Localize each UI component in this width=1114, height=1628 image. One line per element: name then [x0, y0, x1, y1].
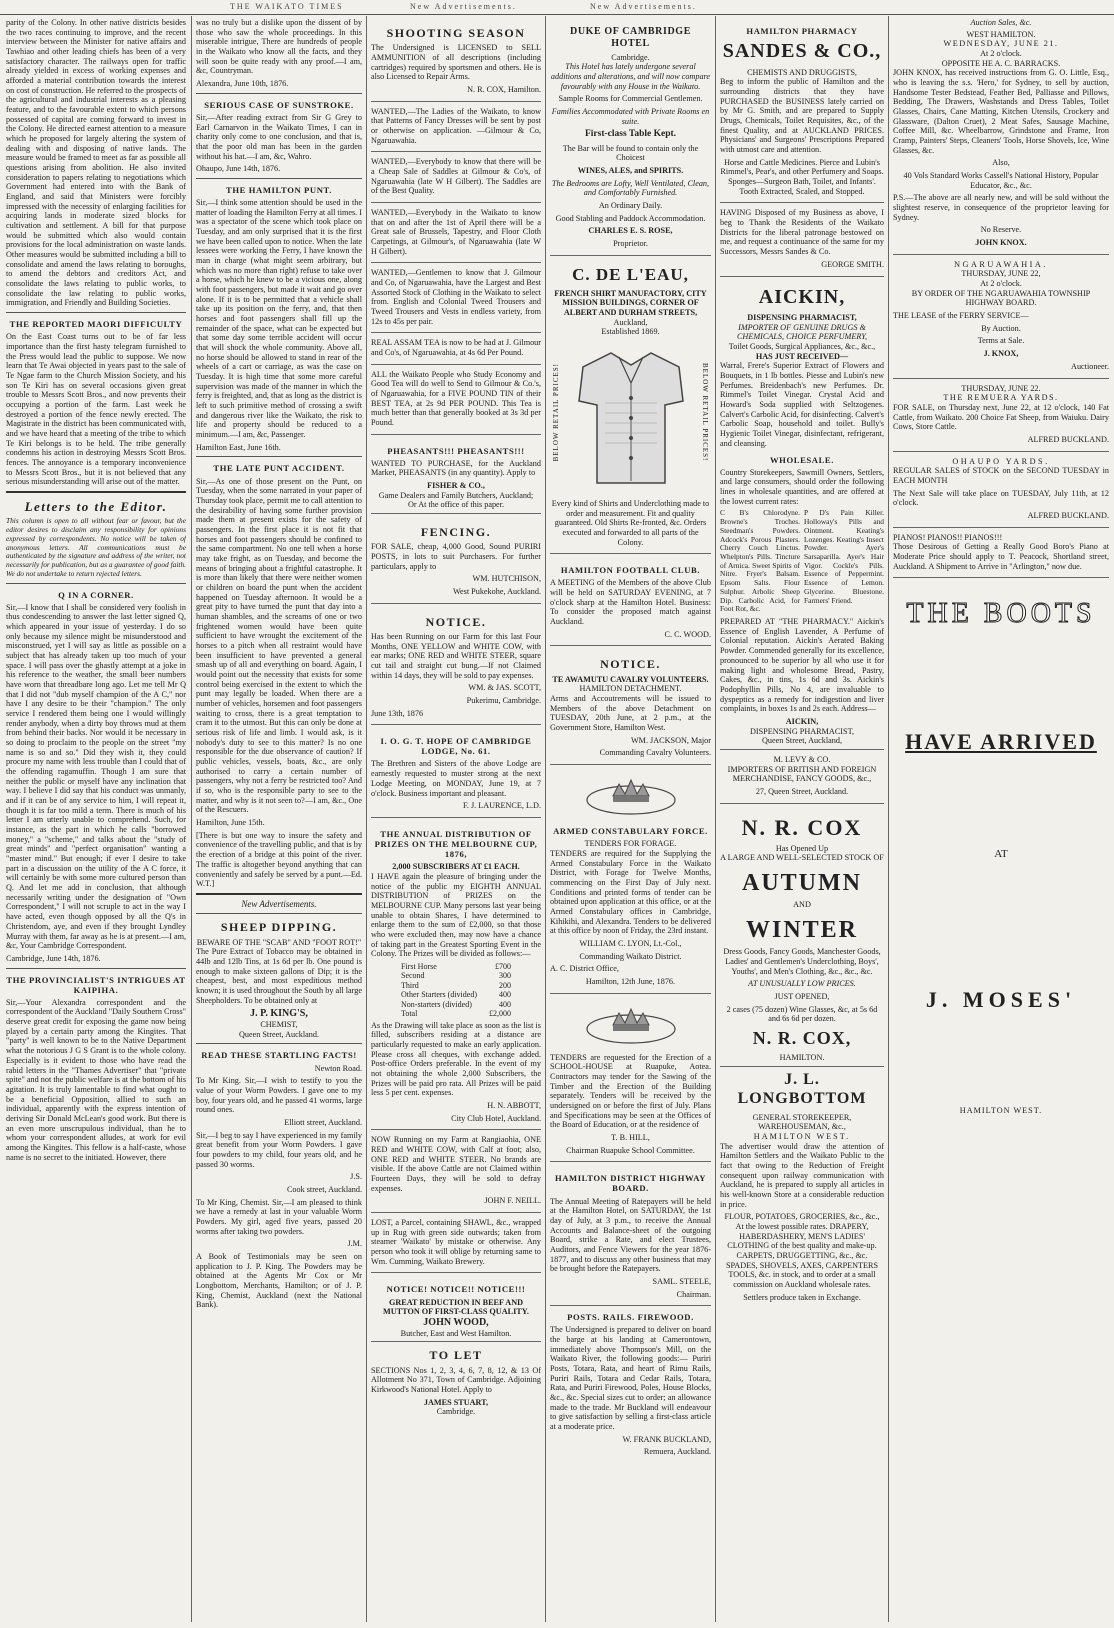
- punt-accident-body: Sir,—As one of those present on the Punt, on Tuesday, when the some narrated in your paper of Thursday took place, permit me to call attention to the desirability of having some further provision made them at present exists for the safety of passengers. In the first place it is not fit that horses and foot passengers should be confined to the same compartment. No one tell when a horse may take fright, as on Tuesday, and become the means of bringing about a frightful catastrophe. It is more than likely that there were neither women or children on board the punt when the accident happened on Tuesday afternoon. It would be a great pity to have turned the punt that day into a human shambles, and the screams of one or two frightened women would have been quite sufficient to have wrought the excitement of the horses to a pitch when all restraint would have been insufficient to have prevented a general smash up of all and everything on board. Again, I would point out the necessity that exists for some control being exercised in the extent to which the punt may legally be loaded. When there are a number of vehicles, horsemen and foot passengers waiting to cross, there is a great temptation to cram it to the utmost. But this can only be done at serious risk of life and limb. I would ask, is it nobody's duty to see to this matter? Is no one responsible for the due observance of caution? If public vehicles, vessels, boats, &c., are only authorised to carry a certain number of passengers, why not a ferry be restricted too? And if so, who is the responsible party to see to the matter, and why is it not seen to?—I am, &c., One of the Rescuers.: [196, 476, 362, 815]
- maori-difficulty-body: On the East Coast turns out to be of far less importance than the first hasty telegram furnished to the Press would lead the public to suppose. We now learn that Te Awai objected in years past to the sale of Te Ngae farm to the Church Mission Society, and his son Te Kiri has on several occasions given great trouble to Messrs Scott Bros., and now prevents their occupying a portion of the farm. Last week he destroyed a portion of the fence newly erected. The Magistrate in the district has been communicated with, and we have heard that a meeting of the tribe to which Te Kiri belongs is to be held. The tribe generally condemns his action in destroying Messrs Scott Bros. fences. The annoyance is a temporary inconvenience to Messrs Scott Bros., but it is not believed that any serious misunderstanding will arise out of the matter.: [6, 332, 186, 487]
- prize-row: [395, 1000, 517, 1009]
- tea-ad-1: [371, 336, 541, 364]
- pianos-heading: PIANOS! PIANOS!! PIANOS!!!: [893, 532, 1003, 542]
- melbourne-signature: H. N. ABBOTT,: [487, 1100, 541, 1110]
- ng-lease: THE LEASE of the FERRY SERVICE—: [893, 311, 1029, 321]
- farm-cattle-ad: [371, 1133, 541, 1213]
- crown-seal-icon: [571, 1003, 691, 1049]
- duke-signature: CHARLES E. S. ROSE,: [588, 226, 673, 236]
- longbottom-sub: GENERAL STOREKEEPER,: [752, 1112, 852, 1122]
- cox-name-2: N. R. COX,: [752, 1027, 852, 1048]
- prize-row: [395, 962, 517, 971]
- football-signature: C. C. WOOD.: [664, 629, 711, 639]
- longbottom-ad: [720, 1071, 884, 1303]
- constabulary-ad: [550, 768, 711, 994]
- kaipiha-continued: was no truly but a dislike upon the dissent of by those who saw the whole proceedings. In this miserable intrigue, There are hundreds of people in the Waikato who know all the facts, and they will soon be quite ready with any proof.—I am, &c, Countryman.: [196, 18, 362, 76]
- melbourne-body: I HAVE again the pleasure of bringing under the notice of the public my EIGHTH ANNUAL DISTRIBUTION of PRIZES on the MELBOURNE CUP. Many persons last year being unable to obtain Shares, I have determined to enlarge them to the sum of £2,000, so that those who were excluded then, may now have a chance of taking part in the Greatest Sporting Event in the Colony. The Prizes will be divided as follows:—: [371, 871, 541, 959]
- duke-daily: An Ordinary Daily.: [598, 200, 663, 210]
- cox-has-opened: Has Opened Up: [775, 843, 829, 853]
- column-4: [550, 18, 711, 1622]
- cavalry-body: Arms and Accoutrements will be issued to Members of the above Detachment on TUESDAY, 20th June, at 2 p.m., at the Government Store, Hamilton West.: [550, 693, 711, 732]
- moses-location: HAMILTON WEST.: [959, 1106, 1043, 1116]
- to-let-heading: TO LET: [429, 1348, 483, 1363]
- facts-testimonial-1: To Mr King. Sir,—I wish to testify to you the value of your Worm Powders. I gave one to my boy, four years old, and he passed 41 worms, large round ones.: [196, 1076, 362, 1115]
- levy-address: 27, Queen Street, Auckland.: [755, 786, 849, 796]
- wholesale-body: Country Storekeepers, Sawmill Owners, Settlers, and large consumers, should order the following lines in wholesale quantities, and are offered at the lowest current rates:: [720, 467, 884, 506]
- notice-ad: [371, 607, 541, 726]
- prize-label: Other Starters (divided): [401, 990, 477, 1000]
- sandes-name: SANDES & CO.,: [722, 40, 882, 63]
- prize-amount: 300: [498, 971, 511, 981]
- farm-signature: JOHN F. NEILL.: [484, 1196, 541, 1206]
- column-rule: [545, 16, 546, 1622]
- highway-role: Chairman.: [676, 1289, 711, 1299]
- column-rule: [888, 16, 889, 1622]
- pheasants-sub: Game Dealers and Family Butchers, Auckland;: [378, 490, 534, 500]
- pianos-body: Those Desirous of Getting a Really Good Boro's Piano at Moderate Price should apply to T. Peacock, Shortland street, Auckland. A Shipment to Arrive in "Arlington," now due.: [893, 542, 1109, 571]
- aickin-role: DISPENSING PHARMACIST,: [749, 726, 855, 736]
- longbottom-location: HAMILTON WEST.: [753, 1131, 851, 1141]
- ng-date: THURSDAY, JUNE 22,: [961, 269, 1041, 279]
- column-1: [6, 18, 186, 1622]
- below-retail-left: BELOW RETAIL PRICES!: [552, 362, 560, 462]
- constabulary-role: Commanding Waikato District.: [579, 951, 682, 961]
- facts-signature-2: J.S.: [350, 1172, 362, 1182]
- school-body: TENDERS are requested for the Erection of a SCHOOL-HOUSE at Ruapuke, Aotea. Contractors may tender for the Sawing of the Timber and the Erection of the Building separately. Tenders will be received by the undersigned on or before the first of July. Plans and Specifications may be seen at the Offices of the Board of Education, or at the residence of: [550, 1052, 711, 1130]
- constabulary-sub: TENDERS FOR FORAGE.: [584, 839, 677, 849]
- shooting-heading: SHOOTING SEASON: [386, 26, 526, 40]
- fencing-location: West Pukekohe, Auckland.: [452, 587, 541, 596]
- constabulary-heading: ARMED CONSTABULARY FORCE.: [553, 826, 708, 837]
- tea-text: REAL ASSAM TEA is now to be had at J. Gilmour and Co's, of Ngaruawahia, at 4s 6d Per Pound.: [371, 338, 541, 357]
- prize-amount: £2,000: [488, 1009, 511, 1019]
- pheasants-seller: FISHER & CO.,: [427, 481, 485, 491]
- aickin-importer: IMPORTER OF GENUINE DRUGS & CHEMICALS, CHOICE PERFUMERY,: [736, 322, 868, 342]
- posts-location: Remuera, Auckland.: [643, 1447, 711, 1457]
- de-leau-location: Auckland,: [613, 317, 648, 327]
- de-leau-established: Established 1869.: [601, 327, 660, 337]
- wholesale-list-1: C B's Chlorodyne. Browne's Troches. Steedman's Powders. Adcock's Porous Plasters. Cherry Couch Linctus. Whelpton's Pills. Tincture of Arnica. Sweet Spirits of Nitre. Fryer's Balsam. Epsom Salts. Flour Sulphur. Arbolic Sheep Dip. Carbolic Acid, for Foot Rot, &c.: [720, 508, 800, 614]
- fencing-ad: [371, 517, 541, 604]
- wholesale-heading: WHOLESALE.: [769, 454, 835, 465]
- rem-signature: ALFRED BUCKLAND.: [1027, 434, 1109, 444]
- lost-parcel-ad: [371, 1216, 541, 1273]
- duke-rooms: Sample Rooms for Commercial Gentlemen.: [558, 94, 703, 104]
- prize-label: Non-starters (divided): [401, 999, 472, 1009]
- duke-heading: DUKE OF CAMBRIDGE HOTEL: [570, 26, 691, 49]
- sheep-dipping-seller: J. P. KING'S,: [250, 1008, 308, 1020]
- below-retail-right: BELOW RETAIL PRICES!: [701, 362, 709, 462]
- masthead-mid: New Advertisements.: [410, 2, 517, 11]
- de-leau-body: Every kind of Shirts and Underclothing made to order and measurement. Fit and quality guaranteed. Old Shirts Re-fronted, &c. Orders executed and forwarded to all parts of the Colony.: [551, 498, 710, 547]
- ng-body: BY ORDER OF THE NGARUAWAHIA TOWNSHIP HIGHWAY BOARD.: [911, 288, 1091, 308]
- shirt-illustration: [561, 343, 701, 493]
- de-leau-sub: FRENCH SHIRT MANUFACTORY, CITY MISSION BUILDINGS, CORNER OF ALBERT AND DURHAM STREETS,: [554, 288, 707, 317]
- tea-text: ALL the Waikato People who Study Economy and Good Tea will do well to Send to Gilmour & Co.'s, of Ngaruawahia, for a FIVE POUND TIN of their BEST TEA, at 2s 9d PER POUND. This Tea is much better than that generally booked at 3s 3d per Pound.: [371, 369, 541, 427]
- facts-footer: A Book of Testimonials may be seen on application to J. P. King. The Powders may be obtained at the Agents Mr Cox or Mr Longbottom, Merchants, Hamilton; or of J. P. King, Chemist, Auckland (next the National Bank).: [196, 1252, 362, 1310]
- posts-body: The Undersigned is prepared to deliver on board the barge at his landing at Camerontown, immediately above Thompson's Mill, on the Waikato River, the following goods:— Puriri Posts, Totara, Rata, and heart of Rimu Rails, Puriri Rails, Totara and Cedar Rails, Totara, Rata, and Puriri Firewood, Poles, House Blocks, &c., &c. Special sizes cut to order; an allowance made to the trade. Mr Buckland will endeavour to give satisfaction by selling a first-class article at a moderate price.: [550, 1325, 711, 1432]
- fencing-signature: WM. HUTCHISON,: [472, 574, 541, 584]
- duke-bar: The Bar will be found to contain only the Choicest: [562, 143, 699, 163]
- punt-date: Hamilton East, June 16th.: [196, 442, 281, 452]
- wanted-ad-1: [371, 105, 541, 153]
- duke-location: Cambridge.: [611, 52, 650, 62]
- kaipiha-heading: THE PROVINCIALIST'S INTRIGUES AT KAIPIHA.: [6, 974, 186, 995]
- ng-terms: Terms at Sale.: [977, 336, 1025, 346]
- wanted-ad-2: [371, 155, 541, 203]
- q-corner-date: Cambridge, June 14th, 1876.: [6, 953, 101, 963]
- fencing-heading: FENCING.: [420, 525, 492, 540]
- facts-location-3: Cook street, Auckland.: [286, 1184, 362, 1194]
- cavalry-signature: WM. JACKSON, Major: [630, 735, 711, 745]
- punt-accident-heading: THE LATE PUNT ACCIDENT.: [213, 463, 345, 474]
- aickin-name: AICKIN,: [758, 285, 846, 308]
- posts-rails-ad: [550, 1312, 711, 1457]
- melbourne-sub: 2,000 SUBSCRIBERS AT £1 EACH.: [392, 862, 520, 872]
- cox-winter: WINTER: [745, 916, 859, 943]
- facts-testimonial-3: To Mr King, Chemist. Sir,—I am pleased to think we have a remedy at last in your valuable Worm Powders. My girl, aged five years, passed 20 worms after taking two powders.: [196, 1197, 362, 1236]
- cox-autumn: AUTUMN: [742, 869, 862, 896]
- cox-prices: AT UNUSUALLY LOW PRICES.: [748, 979, 856, 989]
- sheep-dipping-sub: BEWARE OF THE "SCAB" AND "FOOT ROT!": [196, 937, 362, 947]
- to-let-signature: JAMES STUART,: [423, 1397, 489, 1407]
- school-role: Chairman Ruapuke School Committee.: [566, 1145, 695, 1155]
- beef-signature: JOHN WOOD,: [423, 1316, 489, 1328]
- constabulary-office: A. C. District Office,: [550, 964, 619, 974]
- ohaupo-auction: [893, 455, 1109, 528]
- prize-table: [395, 962, 517, 1019]
- pianos-ad: [893, 531, 1109, 579]
- q-corner-body: Sir,—I know that I shall be considered very foolish in thus condescending to answer the last letter signed Q, which appeared in your issue of yesterday. I do so only because my silence might be misunderstood and misconstrued, yet I will say as little as possible on a subject that has already taken up too much of your space. I will pass over the ghastly attempt at a joke in his reference to the weather, the small beer numbers have worn that threadbare long ago. Let me tell Mr Q that I did not "dub myself champion of the A C," nor have I any desire to be their "champion." The only service I rendered them being one I would willingly render anybody, when a dirty boy throws mud at them from behind their backs. Nor would it be necessary in so doing to proclaim to the people on the street "my name is so and so." Did they wish it, they could procure my name with less trouble than I could that of the offending ragamuffin. Though I am sure that neither the public or myself have any inclination that way. I believe I did say that his conduct was unmanly, and if it can be of any service to him, I will repeat it, though it is far too mild a term. There is much of his letter I am utterly unable to comprehend. Such, for instance, as the part in which he calls "borrowed money," a "scheme," and talks about the "study of great minds" and "perfect organisation" wanting a "master mind." But enough; if ever I desire to take part in a discussion on the utility of the A C force, it will certainly be with some more cultured person than Q. And let me add in conclusion, that although necessarily writing under the designation of "Own Correspondent," I will not scruple to act in the way I have acted, even though opposed by all the Q's in Christendom, aye, and even if they brought Lyndley Murray with them, far away as he is at present.—I am, &c, Your Cambridge Correspondent.: [6, 602, 186, 951]
- aickin-received: HAS JUST RECEIVED—: [755, 351, 849, 361]
- ng-heading: NGARUAWAHIA.: [954, 259, 1048, 269]
- prize-row: [395, 990, 517, 999]
- wh-date: WEDNESDAY, JUNE 21.: [943, 39, 1059, 49]
- prize-label: Third: [401, 980, 419, 990]
- sandes-list: Horse and Cattle Medicines. Pierce and Lubin's Rimmel's, Pear's, and other Perfumery and Soaps. Sponges—Surgeon Bath, Toilet, and Infants'. Tooth Extracted, Scaled, and Stopped.: [720, 157, 884, 196]
- pheasants-ad: [371, 438, 541, 515]
- duke-table: First-class Table Kept.: [584, 129, 677, 140]
- football-heading: HAMILTON FOOTBALL CLUB.: [560, 565, 701, 576]
- ng-time: At 2 o'clock.: [980, 279, 1022, 289]
- column-6: [893, 18, 1109, 1622]
- wanted-ad-4: [371, 266, 541, 333]
- cavalry-sub: TE AWAMUTU CAVALRY VOLUNTEERS.: [552, 674, 709, 684]
- notice-heading: NOTICE.: [425, 614, 487, 629]
- duke-families: Families Accommodated with Private Rooms en suite.: [551, 106, 710, 126]
- maori-difficulty-heading: THE REPORTED MAORI DIFFICULTY: [9, 319, 183, 330]
- wh-also: Also,: [992, 158, 1010, 168]
- iogt-heading: I. O. G. T. HOPE OF CAMBRIDGE LODGE, No. 61.: [380, 736, 532, 757]
- constabulary-signature: WILLIAM C. LYON, Lt.-Col.,: [579, 938, 682, 948]
- to-let-location: Cambridge.: [436, 1407, 476, 1417]
- notice-body: Has been Running on our Farm for this last Four Months, ONE YELLOW and WHITE COW, with ear marks; ONE RED and WHITE STEER, square cut tail and straight cut bung.—If not Claimed within 14 days, they will be sold to pay expenses.: [371, 631, 541, 680]
- wanted-text: WANTED,—Gentlemen to know that J. Gilmour and Co, of Ngaruawahia, have the Largest and Best Assorted Stock of Clothing in the Waikato to select from. English and Colonial Tweed Trousers and Tweed Trousers and Vests in endless variety, from 12s to 45s per pair.: [371, 268, 541, 326]
- column-3: [371, 18, 541, 1622]
- longbottom-list: FLOUR, POTATOES, GROCERIES, &c., &c., At the lowest possible rates. DRAPERY, HABERDASHERY, MEN'S LADIES' CLOTHING of the best quality and make-up. CARPETS, DRUGGETTING, &c., &c. SPADES, SHOVELS, AXES, CARPENTERS TOOLS, &c. in stock, and to order at a small commission on Auckland wholesale rates.: [724, 1212, 880, 1289]
- sandes-body: Beg to inform the public of Hamilton and the surrounding districts that they have PURCHASED the BUSINESS lately carried on by Mr G. Smith, and are prepared to Supply Drugs, Chemicals, Toilet Requisites, &c., of the finest Quality, and at AUCKLAND PRICES. Physicians' and Surgeons' Prescriptions Prepared with utmost care and attention.: [720, 77, 884, 155]
- prize-amount: £700: [494, 961, 511, 971]
- shooting-season-ad: [371, 18, 541, 102]
- oh-body: REGULAR SALES of STOCK on the SECOND TUESDAY in EACH MONTH: [893, 466, 1109, 485]
- rem-date: THURSDAY, JUNE 22.: [961, 383, 1041, 393]
- cox-name: N. R. COX: [741, 814, 863, 840]
- duke-body: This Hotel has lately undergone several additions and alterations, and will now compare favourably with any House in the Waikato.: [550, 62, 711, 91]
- beef-location: Butcher, East and West Hamilton.: [400, 1328, 512, 1338]
- facts-location-2: Elliott street, Auckland.: [284, 1117, 362, 1127]
- column-rule: [191, 16, 192, 1622]
- duke-stabling: Good Stabling and Paddock Accommodation.: [555, 213, 706, 223]
- duke-role: Proprietor.: [613, 238, 648, 248]
- pheasants-or: Or At the office of this paper.: [407, 500, 505, 510]
- rem-heading: THE REMUERA YARDS.: [943, 393, 1059, 403]
- wanted-ad-3: [371, 206, 541, 263]
- sandes-sub: CHEMISTS AND DRUGGISTS,: [747, 67, 857, 77]
- school-signature: T. B. HILL,: [611, 1132, 650, 1142]
- posts-signature: W. FRANK BUCKLAND,: [622, 1434, 711, 1444]
- wh-time: At 2 o'clock.: [980, 49, 1022, 59]
- column-rule: [715, 16, 716, 1622]
- cavalry-detachment: HAMILTON DETACHMENT.: [579, 684, 682, 694]
- aickin-signature: AICKIN,: [785, 716, 819, 726]
- column-rule: [366, 16, 367, 1622]
- farm-body: NOW Running on my Farm at Rangiaohia, ONE RED and WHITE COW, with Calf at foot; also, ONE RED and WHITE STEER. No brands are visible. If the above Cattle are not Claimed within Fourteen Days, they will be sold to defray expenses.: [371, 1135, 541, 1193]
- sheep-dipping-heading: SHEEP DIPPING.: [220, 920, 338, 935]
- to-let-body: SECTIONS Nos 1, 2, 3, 4, 6, 7, 8, 12, & 13 Of Allotment No 371, Town of Cambridge. Adjoining Kirkwood's National Hotel. Apply to: [371, 1365, 541, 1394]
- cox-glass: 2 cases (75 dozen) Wine Glasses, &c, at 5s 6d and 6s 6d per dozen.: [726, 1004, 878, 1024]
- levy-name: M. LEVY & CO.: [773, 754, 831, 764]
- duke-bedrooms: The Bedrooms are Lofty, Well Ventilated, Clean, and Comfortably Furnished.: [551, 178, 710, 198]
- cavalry-ad: [550, 649, 711, 765]
- prize-label: Total: [401, 1009, 418, 1019]
- smith-body: HAVING Disposed of my Business as above, I beg to Thank the Residents of the Waikato Districts for the liberal patronage bestowed on me, and request a continuance of the same for my Successors, Messrs Sandes & Co.: [720, 208, 884, 257]
- beef-sub: GREAT REDUCTION IN BEEF AND MUTTON OF FIRST-CLASS QUALITY.: [383, 1297, 529, 1317]
- football-body: A MEETING of the Members of the above Club will be held on SATURDAY EVENING, at 7 o'clock sharp at the Hamilton Hotel. Business: To consider the proposed match against Auckland.: [550, 578, 711, 627]
- notice-date: June 13th, 1876: [371, 708, 424, 718]
- school-tender-ad: [550, 997, 711, 1163]
- pharmacy-heading: HAMILTON PHARMACY: [746, 26, 858, 36]
- to-let-ad: [371, 1348, 541, 1417]
- rem-body: FOR SALE, on Thursday next, June 22, at 12 o'clock, 140 Fat Cattle, from Waikato. 200 Choice Fat Sheep, from Waiuku. Dairy Cows, Store Cattle.: [893, 402, 1109, 432]
- iogt-ad: [371, 728, 541, 818]
- prize-row: [395, 971, 517, 980]
- notice-signature: WM. & JAS. SCOTT,: [468, 683, 541, 693]
- punt-body: Sir,—I think some attention should be used in the matter of loading the Hamilton Ferry at all times. I was a spectator of the scene which took place on Tuesday, and am only surprised that it is the first we have been called upon to notice. When the late lessees were working the Ferry, I have known the man in charge (what might seem arbitrary, but which was no more than right) refuse to take over a horse, which he knew to be a vicious one, along with foot passengers, but made it wait and go over alone. If it is to be permitted that a vehicle shall take up its position on the ferry, and, that then horses and foot passengers shall fill up the remainder of the space, what can be expected but that some day some terrible accident will occur that will shock the whole community. Above all, no horse should be allowed to stand in rear of the wheels of a cart or carriage, as was the case on Tuesday. It is high time that some more careful supervision was made of the manner in which the ferry is freighted, and, that as long as the district is left to such primitive method of crossing a swift and dangerous river like the Waikato, the risk to life and property should be reduced to a minimum.—I am, &c, Passenger.: [196, 198, 362, 440]
- sunstroke-heading: SERIOUS CASE OF SUNSTROKE.: [204, 99, 354, 110]
- ng-signature: J. KNOX,: [983, 349, 1019, 359]
- longbottom-ware: WAREHOUSEMAN, &c.,: [758, 1122, 846, 1132]
- iogt-body: The Brethren and Sisters of the above Lodge are earnestly requested to muster strong at the next Lodge Meeting, on MONDAY, June 19, at 7 o'clock. Business important and pleasant.: [371, 759, 541, 798]
- melbourne-heading: THE ANNUAL DISTRIBUTION OF PRIZES ON THE MELBOURNE CUP, 1876,: [374, 828, 538, 860]
- sheep-dipping-address: Queen Street, Auckland.: [238, 1029, 320, 1039]
- cavalry-role: Commanding Cavalry Volunteers.: [599, 748, 711, 758]
- column-2: [196, 18, 362, 1622]
- de-leau-ad: [550, 259, 711, 555]
- wh-postscript: P.S.—The above are all nearly new, and will be sold without the slightest reserve, in consequence of the proprietor leaving for Sydney.: [893, 193, 1109, 222]
- levy-ad: [720, 753, 884, 804]
- sandes-ad: [720, 18, 884, 203]
- prize-amount: 200: [498, 980, 511, 990]
- shooting-body: The Undersigned is LICENSED to SELL AMMUNITION of all descriptions (including cartridges) required by sportsmen and others. He is also Licensed to Repair Arms.: [371, 43, 541, 82]
- fencing-body: FOR SALE, cheap, 4,000 Good, Sound PURIRI POSTS, in lots to suit Purchasers. For further particulars, apply to: [371, 542, 541, 571]
- duke-hotel-ad: [550, 18, 711, 256]
- longbottom-name: J. L. LONGBOTTOM: [737, 1070, 867, 1107]
- punt-heading: THE HAMILTON PUNT.: [226, 184, 332, 195]
- tea-ad-2: [371, 368, 541, 435]
- startling-facts-heading: READ THESE STARTLING FACTS!: [201, 1050, 357, 1061]
- highway-body: The Annual Meeting of Ratepayers will be held at the Hamilton Hotel, on SATURDAY, the 1st day of July, at 3 p.m., to receive the Annual Accounts and Balance-sheet of the outgoing Board, strike a Rate, and elect Trustees, Auditors, and Fence Viewers for the year 1876-1877, and to discuss any other business that may be brought before the Ratepayers.: [550, 1196, 711, 1274]
- lost-body: LOST, a Parcel, containing SHAWL, &c., wrapped up in Rug with green side outwards; taken from steamer 'Waikato' by mistake or otherwise. Any person who took it will oblige by returning same to Wm. Cumming, Waikato Brewery.: [371, 1218, 541, 1266]
- cox-location: HAMILTON.: [779, 1053, 825, 1063]
- longbottom-footer: Settlers produce taken in Exchange.: [743, 1292, 861, 1302]
- facts-signature-3: J.M.: [347, 1239, 362, 1249]
- boots-heading: THE BOOTS: [906, 598, 1096, 630]
- melbourne-cup-ad: [371, 821, 541, 1130]
- masthead-strip: [0, 0, 1114, 15]
- editor-note: [There is but one way to insure the safety and convenience of the travelling public, and that is by the erection of a bridge at this point of the river. The traffic is altogether beyond anything that can conveniently and safely be served by a punt.—Ed. W.T.]: [196, 830, 362, 889]
- prize-label: First Horse: [401, 961, 437, 971]
- wh-signature: JOHN KNOX.: [975, 238, 1027, 248]
- auction-sales-heading: Auction Sales, &c.: [970, 18, 1032, 27]
- wanted-text: WANTED,—The Ladies of the Waikato, to know that Patterns of Fancy Dresses will be sent by post or otherwise on application. —Gilmour & Co, Ngaruawahia.: [371, 106, 541, 145]
- masthead-right: New Advertisements.: [590, 2, 697, 11]
- constabulary-date: Hamilton, 12th June, 1876.: [585, 976, 676, 986]
- moses-ad: [893, 581, 1109, 1116]
- kaipiha-body: Sir,—Your Alexandra correspondent and the correspondent of the Auckland "Daily Southern Cross" deserve great credit for exposing the game now being played by a certain party among the Kingites. That "party" is well known to be to the Native Department what the notorious J G S Grant is to the whole colony. Especially is it evident to those who have read the rabid letters in the "Thames Advertiser" that "private spite" and not the public welfare is at the bottom of his agitation. It is truly lamentable to find what ought to be a beneficial Opposition, allied to such an individual, apparently with the express intention of deriving Sir Donald McLean's good work. But there is an even more unscrupulous individual, than he to whom your correspondent alludes, at work for evil among the Kingites. This fellow is a half-caste, whose name is no secret to the initiated. However, there: [6, 997, 186, 1162]
- aickin-location: Queen Street, Auckland,: [761, 736, 843, 746]
- kaipiha-date: Alexandra, June 10th, 1876.: [196, 79, 289, 89]
- highway-signature: SAML. STEELE,: [652, 1276, 711, 1286]
- letters-heading: Letters to the Editor.: [24, 499, 168, 515]
- cox-and: AND: [793, 900, 811, 910]
- wh-volumes: 40 Vols Standard Works Cassell's National History, Popular Educator, &c., &c.: [903, 171, 1099, 190]
- column-5: [720, 18, 884, 1622]
- longbottom-body: The advertiser would draw the attention of Hamilton Settlers and the Waikato Public to the fact that owing to the Reduction of Freight consequent upon railway communication with Auckland, he is prepared to supply all articles in his well-known Store at a considerable reduction in price.: [720, 1141, 884, 1209]
- highway-board-ad: [550, 1165, 711, 1306]
- prize-amount: 400: [498, 999, 511, 1009]
- beef-heading: NOTICE! NOTICE!! NOTICE!!!: [386, 1284, 526, 1295]
- beef-ad: [371, 1276, 541, 1342]
- constabulary-body: TENDERS are required for the Supplying the Armed Constabulary Force in the Waikato District, with Forage for Twelve Months, commencing on the First Day of July next. Conditions and printed forms of tender can be obtained upon application at this office, or at the Armed Constabulary offices in Cambridge, Kihikihi, and Alexandra. Tenders to be delivered at this office by noon of Friday, the 23rd instant.: [550, 848, 711, 936]
- ngaruawahia-auction: [893, 258, 1109, 379]
- remuera-auction: [893, 382, 1109, 452]
- wholesale-list-2: P D's Pain Killer. Holloway's Pills and Ointment. Keating's Lozenges. Keating's Insect Powder. Ayer's Sarsaparilla. Ayer's Hair Vigor. Cockle's Pills. Essence of Peppermint. Essence of Lemon. Glycerine. Bluestone. Farmers' Friend.: [804, 508, 884, 605]
- parliament-report: parity of the Colony. In other native districts besides the two races continuing to improve, and the recent interview between the Minister for native affairs and Tawhiao and other leading chiefs has been of a very satisfactory character. The railways open for traffic already yielded in excess of working expenses and afforded a material contribution towards the interest on cost of construction. He referred to the prospects of the agricultural and industrial interests as a pleasing feature, and to the favourable extent to which persons possessed of capital are coming forward to invest in the Colony. He directed earnest attention to a measure which he proposed for largely altering the system of dealing with and disposing of native lands. The measure would be framed to meet as far as possible all questions arising from abolition. He also invited consideration to papers relating to negotiations which Government had entered into with the Bank of England, and said that Ministers were forcibly impressed with the necessity of enlarging facilities for acquiring lands in moderate sized blocks for cultivation and settlement. A bill for that purpose would be submitted which also would contain provisions for the local administration on waste lands. Other measures would be submitted including a bill to consolidate and amend the laws relating to boroughs, to amend the debtors and creditors Act, and consolidate the laws relating to public works, to consolidate the law relating to public works, immigration, and Friendly and Building Societies.: [6, 18, 186, 308]
- shirt-illustration-wrap: [550, 343, 711, 493]
- melbourne-footer: As the Drawing will take place as soon as the list is filled, subscribers residing at a distance are particularly requested to make an early application. Please cross all cheques, with exchange added. Post-office Orders preferable. In the event of my not obtaining the whole 2,000 Subscribers, the Prizes will be paid pro rata. All Prizes will be paid less 5 per cent. expenses.: [371, 1020, 541, 1098]
- cavalry-notice-heading: NOTICE.: [600, 657, 661, 672]
- prize-amount: 400: [498, 990, 511, 1000]
- levy-body: IMPORTERS OF BRITISH AND FOREIGN MERCHANDISE, FANCY GOODS, &c.,: [727, 764, 877, 784]
- west-hamilton-auction: [893, 28, 1109, 255]
- de-leau-heading: C. DE L'EAU,: [572, 264, 689, 284]
- ng-role: Auctioneer.: [1071, 361, 1109, 371]
- posts-heading: POSTS. RAILS. FIREWOOD.: [567, 1312, 694, 1323]
- prize-label: Second: [401, 971, 425, 981]
- facts-testimonial-2: Sir,—I beg to say I have experienced in my family great benefit from your Worm Powders. I gave four powders to my child, four years old, and he passed 30 worms.: [196, 1130, 362, 1169]
- wh-body: JOHN KNOX, has received instructions from G. O. Little, Esq., who is leaving the s.s. 'Hero,' for Sydney, to sell by auction, Handsome Tester Bedstead, Feather Bed, Palliasse and Pillows, Bedding, The Drawers, Washstands and Dress Tables, Toilet Glasses, Chairs, Cane Matting, Kitchen Utensils, Crockery and Glassware, (Dalton Cruet), 2 Meat Safes, Sausage Machine, Coffee Mill, &c. Wheelbarrow, Grindstone and Frame, Iron Cramp, Painters' Steps, Cleaners' Tools, Horse Shovels, Ice, Wine Glasses, &c.: [893, 68, 1109, 155]
- sunstroke-body: Sir,—After reading extract from Sir G Grey to Earl Carnarvon in the Waikato Times, I can in charity only come to one conclusion, and that is, that the poor old man has been in the garden without his hat.—I am, &c, Wahro.: [196, 112, 362, 161]
- aickin-ad: [720, 280, 884, 750]
- cox-body: Dress Goods, Fancy Goods, Manchester Goods, Ladies' and Gentlemen's Underclothing, Boys', Youths', and Men's Clothing, &c., &c., &c.: [723, 947, 881, 976]
- notice-location: Pukerimu, Cambridge.: [466, 695, 541, 705]
- duke-wines: WINES, ALES, and SPIRITS.: [577, 165, 684, 175]
- cox-just-opened: JUST OPENED,: [774, 991, 830, 1001]
- new-ads-heading: New Advertisements.: [241, 898, 317, 909]
- melbourne-location: City Club Hotel, Auckland.: [451, 1113, 541, 1123]
- crown-seal-icon: [571, 774, 691, 820]
- highway-heading: HAMILTON DISTRICT HIGHWAY BOARD.: [554, 1173, 707, 1194]
- sheep-dipping-chemist: CHEMIST,: [260, 1020, 298, 1030]
- aickin-sub: DISPENSING PHARMACIST,: [747, 313, 857, 323]
- wh-opposite: OPPOSITE HE A. C. BARRACKS.: [941, 58, 1061, 68]
- arrived-heading: HAVE ARRIVED: [905, 729, 1097, 755]
- wanted-text: WANTED,—Everybody in the Waikato to know that on and after the 1st of April there will be a Great sale of Brussels, Tapestry, and Floor Cloth Carpetings, at Gilmour's, of Ngaruawahia (late W H Gilbert).: [371, 207, 541, 256]
- cox-stock: A LARGE AND WELL-SELECTED STOCK OF: [720, 853, 884, 863]
- smith-signature: GEORGE SMITH.: [821, 259, 884, 269]
- oh-signature: ALFRED BUCKLAND.: [1027, 510, 1109, 520]
- prize-row: [395, 1009, 517, 1018]
- aickin-footer: PREPARED AT "THE PHARMACY." Aickin's Essence of English Lavender, A Perfume of Colonial reputation. Aickin's Aerated Baking Powder. Commended generally for its excellence, pronounced to be superior by all who use it for making light and wholesome Bread, Pastry, Cakes, &c., in tins, 1s 6d and 3s. Aickin's Podophyllin Pills, No 4, are invaluable to dyspeptics as a remedy for indigestion and liver complaints, in boxes 1s and 2s each. Address—: [720, 617, 884, 714]
- iogt-signature: F. J. LAURENCE, L.D.: [462, 801, 541, 811]
- pheasants-body: WANTED TO PURCHASE, for the Auckland Market, PHEASANTS (in any quantity). Apply to: [371, 458, 541, 478]
- aickin-list: Warral, Frere's Superior Extract of Flowers and Bouquets, in 1 lb bottles. Piesse and Lubin's new Perfumes. Breidenbach's new Perfumes. Dr. Rimmel's Toilet Vinegar. Crystal Acid and Howard's Soda supplied with Seltzogenes. Calvert's Carbolic Acid, for disinfecting. Calvert's Carbolic Soap, household and toilet. Bully's Hygienic Toilet Vinegar, disinfectant, refrigerant, and cleansing.: [720, 361, 884, 448]
- moses-at: AT: [994, 848, 1008, 861]
- sheep-dipping-body: The Pure Extract of Tobacco may be obtained in 44lb and 12lb Tins, at 1s 6d per lb. One pound is enough to make sixteen gallons of Dip; it is the cheapest, best, and most expeditious method known; it is used throughout the South by all large Sheepholders. To be obtained only at: [196, 947, 362, 1005]
- aickin-goods: Toilet Goods, Surgical Appliances, &c., &c.,: [728, 342, 876, 352]
- prize-row: [395, 981, 517, 990]
- sunstroke-date: Ohaupo, June 14th, 1876.: [196, 164, 281, 174]
- ng-by-auction: By Auction.: [981, 323, 1021, 333]
- letters-note: This column is open to all without fear or favour, but the editor desires to disclaim any responsibility for opinions expressed by correspondents. No notice will be taken of anonymous letters. All communications must be authenticated by the signature and address of the writer, not necessarily for publication, but as a guarantee of good faith. We do not undertake to return rejected letters.: [6, 516, 186, 578]
- moses-name: J. MOSES': [925, 987, 1077, 1013]
- q-corner-heading: Q IN A CORNER.: [58, 589, 134, 600]
- oh-next-sale: The Next Sale will take place on TUESDAY, July 11th, at 12 o'clock.: [893, 488, 1109, 508]
- masthead-left: THE WAIKATO TIMES: [230, 2, 344, 11]
- oh-heading: OHAUPO YARDS.: [952, 456, 1050, 466]
- shooting-signature: N. R. COX, Hamilton.: [467, 84, 541, 94]
- smith-notice: [720, 206, 884, 276]
- football-ad: [550, 557, 711, 646]
- wh-heading: WEST HAMILTON.: [966, 29, 1036, 39]
- punt-accident-date: Hamilton, June 15th.: [196, 818, 265, 828]
- facts-location-1: Newton Road.: [314, 1063, 362, 1073]
- pheasants-heading: PHEASANTS!!! PHEASANTS!!!: [387, 445, 525, 456]
- wanted-text: WANTED,—Everybody to know that there will be a Cheap Sale of Saddles at Gilmour & Co's, of Ngaruawahia (late W H Gilbert). The Saddles are of the Best Quality.: [371, 157, 541, 196]
- wholesale-lists: [720, 509, 884, 617]
- wh-reserve: No Reserve.: [980, 225, 1022, 235]
- cox-ad: [720, 807, 884, 1067]
